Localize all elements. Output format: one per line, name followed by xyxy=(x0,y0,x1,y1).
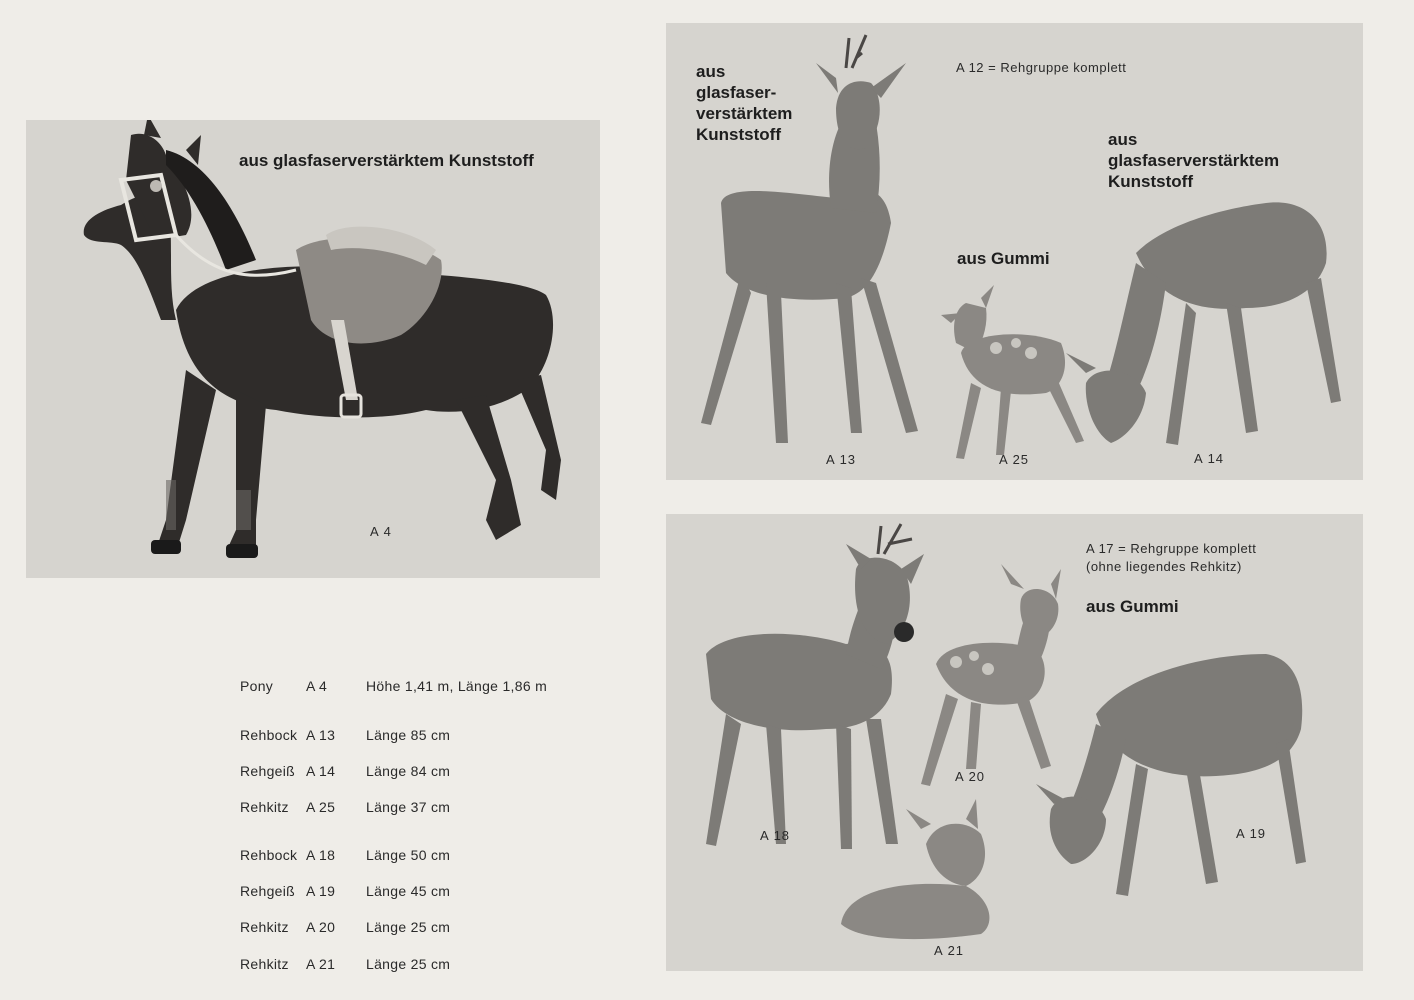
roe-deer-group-photo-panel xyxy=(666,23,1363,480)
buck-item-caption: A 13 xyxy=(826,452,857,467)
spec-item-name: Rehkitz xyxy=(240,919,289,935)
rubber-group-set-note: A 17 = Rehgruppe komplett (ohne liegendes Rehkitz) xyxy=(1086,541,1257,574)
spec-item-name: Rehbock xyxy=(240,847,298,863)
spec-item-code: A 20 xyxy=(306,919,336,935)
spec-item-size: Länge 45 cm xyxy=(366,883,451,899)
spec-item-size: Länge 84 cm xyxy=(366,763,451,779)
fawn-material-heading: aus Gummi xyxy=(957,249,1050,268)
rubber-deer-group-photo-panel xyxy=(666,514,1363,971)
doe-rubber-item-caption: A 19 xyxy=(1236,826,1267,841)
pony-photo-panel xyxy=(26,120,600,578)
spec-item-code: A 4 xyxy=(306,678,328,694)
spec-item-name: Rehgeiß xyxy=(240,883,296,899)
spec-item-name: Rehbock xyxy=(240,727,298,743)
spec-item-size: Höhe 1,41 m, Länge 1,86 m xyxy=(366,678,548,694)
fawn-item-caption: A 25 xyxy=(999,452,1030,467)
spec-item-name: Rehkitz xyxy=(240,956,289,972)
spec-item-code: A 14 xyxy=(306,763,336,779)
buck-material-heading: aus glasfaser- verstärktem Kunststoff xyxy=(696,62,793,144)
spec-item-name: Rehkitz xyxy=(240,799,289,815)
spec-item-code: A 19 xyxy=(306,883,336,899)
buck-rubber-item-caption: A 18 xyxy=(760,828,791,843)
lying-fawn-item-caption: A 21 xyxy=(934,943,965,958)
pony-material-heading: aus glasfaserverstärktem Kunststoff xyxy=(239,151,534,170)
spec-item-size: Länge 25 cm xyxy=(366,956,451,972)
spec-item-code: A 21 xyxy=(306,956,336,972)
doe-item-caption: A 14 xyxy=(1194,451,1225,466)
rubber-deer-group-figure xyxy=(666,514,1363,971)
spec-item-name: Rehgeiß xyxy=(240,763,296,779)
standing-fawn-item-caption: A 20 xyxy=(955,769,986,784)
pony-item-caption: A 4 xyxy=(370,524,392,539)
spec-item-code: A 25 xyxy=(306,799,336,815)
spec-item-code: A 13 xyxy=(306,727,336,743)
spec-item-size: Länge 37 cm xyxy=(366,799,451,815)
doe-material-heading: aus glasfaserverstärktem Kunststoff xyxy=(1108,130,1280,191)
spec-item-size: Länge 25 cm xyxy=(366,919,451,935)
spec-item-size: Länge 50 cm xyxy=(366,847,451,863)
spec-item-name: Pony xyxy=(240,678,274,694)
spec-item-size: Länge 85 cm xyxy=(366,727,451,743)
spec-item-code: A 18 xyxy=(306,847,336,863)
pony-figure xyxy=(26,120,600,578)
rubber-material-heading: aus Gummi xyxy=(1086,597,1179,616)
group-set-note: A 12 = Rehgruppe komplett xyxy=(956,60,1127,75)
